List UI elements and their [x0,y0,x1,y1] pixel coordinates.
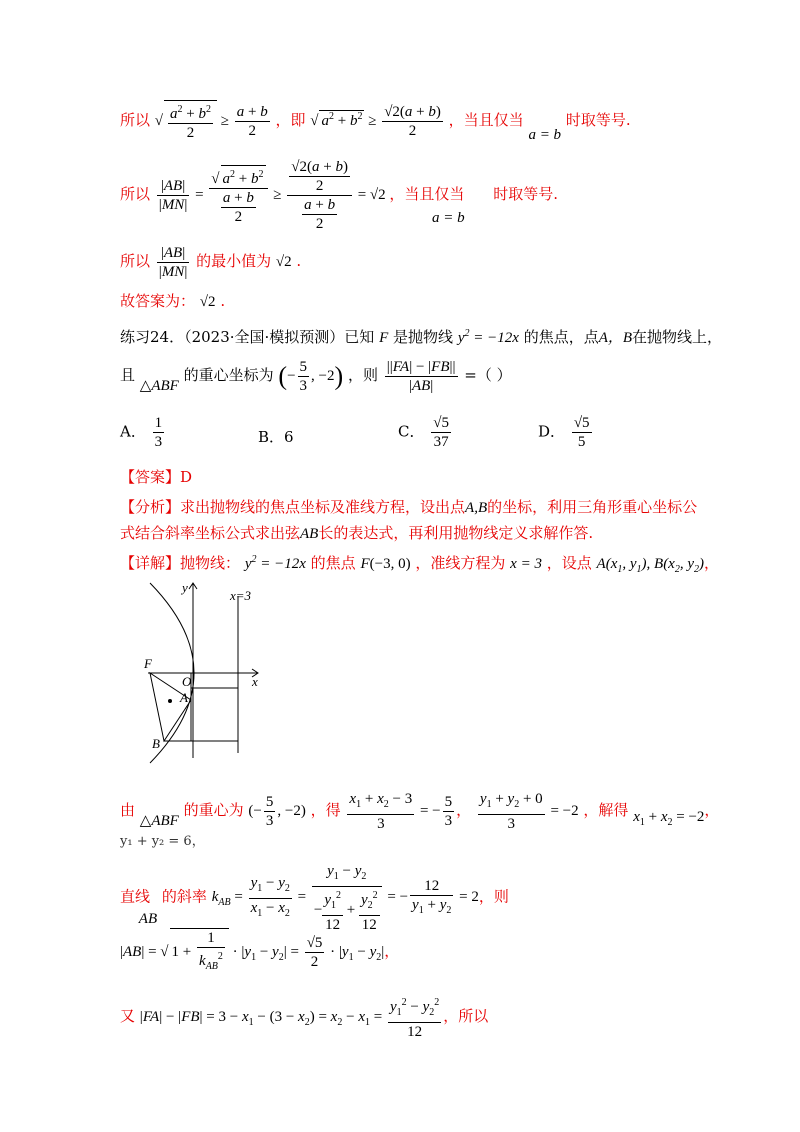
bottom-slope: $k_{AB}$ = $\frac{y_1 - y_2}{x_1 - x_2}$ = $y_1 - y_2$ − $\frac{y_1^2}{12}$ + $\frac{y_2^2}{12}$ = − $\frac{12}{y_1 + y_2}$ = 2 [211,863,479,933]
bottom-b3-prefix: 直线 [120,887,151,906]
bottom-b5-end: ，所以 [443,1006,489,1025]
analysis-points: A,B [465,500,488,516]
option-c-label: C． [398,422,425,441]
line-3-mid: 的最小值为 [196,251,272,270]
detail-focus: F(−3, 0) [360,556,411,572]
option-c-value: $\frac{√5}{37}$ [433,415,449,450]
analysis-text2c: 长的表达式，再利用抛物线定义求解作答. [318,524,594,542]
line-2-formula: $\frac{|AB|}{|MN|}$ = $\frac{√ a^2 + b^2}{\frac{a + b}{2}}$ ≥ $\frac{\frac{√2(a + b)}{2}}{\frac{a + b}{2}}$ = √2 [158,159,390,232]
line-2-eq: a = b [432,210,465,226]
problem-head2: 是抛物线 [393,328,454,346]
bottom-b1-mid: 的重心为 [183,800,244,819]
bottom-b3-ab: AB [138,911,158,928]
detail-label: 【详解】 [120,554,181,572]
option-d-label: D． [538,422,566,441]
line-3-prefix: 所以 [120,251,151,270]
option-d[interactable] [538,414,594,451]
problem-line2a: 且 [120,365,136,384]
line-4-prefix: 故答案为： [120,292,196,310]
bottom-line-4 [120,928,399,976]
point-b-label: B [152,736,160,751]
problem-line2d: =（ ） [464,365,512,384]
bottom-b3-mid: 的斜率 [161,887,207,906]
centroid-dot [168,699,172,703]
option-d-value: $\frac{√5}{5}$ [573,415,590,450]
analysis-line-1 [120,496,697,517]
bottom-b1-end: ， [704,800,720,819]
bottom-eq2: $\frac{y_1 + y_2 + 0}{3}$ = −2 [479,791,579,832]
problem-F: F [379,330,389,346]
detail-t1: 抛物线： [180,554,241,572]
analysis-label: 【分析】 [120,498,181,516]
line-1-end: 时取等号. [565,110,631,129]
line-4 [120,290,225,311]
option-b[interactable] [258,426,294,447]
line-3-end: . [296,251,302,270]
answer-value: D [180,468,193,486]
parabola-figure [140,578,275,768]
problem-head3: 的焦点，点 [523,328,599,346]
bottom-line-5 [120,994,488,1041]
line-3-value: √2 [275,253,292,270]
line-3-formula: $\frac{|AB|}{|MN|}$ [158,245,188,280]
focus-label: F [144,656,152,671]
answer-line [120,466,192,487]
bottom-b1-prefix: 由 [120,800,136,819]
line-2-end: 时取等号. [493,184,558,203]
problem-ratio: $\frac{||FA| - |FB||}{|AB|}$ [386,359,456,394]
problem-points: A，B [598,330,633,346]
bottom-line-2 [120,830,205,849]
analysis-line-2 [120,522,593,543]
problem-head4: 在抛物线上， [632,328,723,346]
analysis-text1c: 的坐标，利用三角形重心坐标公 [487,498,698,516]
detail-line: 【详解】抛物线： $y^2 = -12x$ 的焦点 F(−3, 0) ，准线方程为 x = 3 ，设点 $A(x_1$, $y_1$), $B(x_2$, $y_2$)， [120,554,720,575]
line-1-formula-a: √ $\frac{a^2 + b^2}{2}$ ≥ $\frac{a + b}{2}$ [155,113,276,129]
detail-t4: ，设点 [546,554,592,572]
line-2-cond: ，当且仅当 [389,184,465,203]
problem-line2b: 的重心坐标为 [183,365,274,384]
option-c[interactable] [398,414,453,451]
line-2 [120,158,558,233]
bottom-chord-length: |AB| = √ 1 + $\frac{1}{k_{AB}^2}$ · $|y_1 - y_2|$ = $\frac{√5}{2}$ · $|y_1 - y_2|$ [120,944,384,960]
origin-label: O [182,674,192,689]
directrix-label: x=3 [230,588,252,603]
line-1-mid: ，即 [275,110,306,129]
analysis-text1a: 求出抛物线的焦点坐标及准线方程，设出点 [180,498,466,516]
line-2-prefix: 所以 [120,184,151,203]
bottom-line-3 [120,862,509,934]
bottom-sum: $x_1 + x_2 = -2$ [633,808,705,828]
point-a-label: A [180,690,188,705]
bottom-centroid: (− $\frac{5}{3}$ , −2) [248,794,306,829]
line-4-value: √2 [199,294,216,310]
analysis-chord: AB [300,526,319,542]
line-4-end: . [220,292,226,310]
y-axis-label: y [182,580,188,595]
option-a[interactable] [120,414,166,451]
detail-directrix: x = 3 [510,556,542,572]
option-a-value: $\frac{1}{3}$ [154,415,163,450]
option-b-label: B．6 [258,428,294,446]
bottom-eq1: $\frac{x_1 + x_2 - 3}{3}$ = − $\frac{5}{3}$ [349,791,453,832]
analysis-text2a: 式结合斜率坐标公式求出弦 [120,524,301,542]
detail-parabola: $y^2 = -12x$ [244,554,306,572]
line-1 [120,100,631,142]
detail-t2: 的焦点 [310,554,356,572]
bottom-b1-comma: ，得 [310,800,341,819]
bottom-b2: y₁ + y₂ = 6， [120,834,205,849]
option-a-label: A． [120,422,146,441]
line-1-eq: a = b [528,126,562,143]
problem-line-1 [120,326,722,347]
x-axis-label: x [252,674,258,689]
bottom-b5-prefix: 又 [120,1006,136,1025]
line-3 [120,244,301,281]
detail-points: $A(x_1$, $y_1$), $B(x_2$, $y_2$) [596,556,705,575]
answer-label: 【答案】 [120,468,181,486]
bottom-diff: $|FA| - |FB| = 3 - x_1 - (3 - x_2) = x_2 - x_1$ = $\frac{y_1^2 - y_2^2}{12}$ [140,1009,443,1025]
line-1-cond: ，当且仅当 [448,110,524,129]
bottom-line-1: 由 △ABF 的重心为 (− $\frac{5}{3}$ , −2) ，得 $\frac{x_1 + x_2 - 3}{3}$ = − $\frac{5}{3}$ ， $\frac{y_1 + y_2 + 0}{3}$ = −2 ，解得 $x_1 + x_2 = -2$， [120,791,720,832]
problem-line2c: ，则 [347,365,378,384]
problem-parabola: $y^2 = -12x$ [457,328,519,346]
line-1-prefix: 所以 [120,110,151,129]
problem-centroid: (− $\frac{5}{3}$ , −2) [278,359,344,394]
line-1-formula-b: √ $a^2 + b^2$ ≥ $\frac{√2(a + b)}{2}$ [310,104,441,139]
bottom-b1-solve: ，解得 [583,800,629,819]
problem-triangle: △ABF [139,377,179,394]
problem-line-2 [120,358,512,395]
bottom-b1-tri: △ABF [139,812,179,829]
bottom-b3-end: ，则 [478,887,509,906]
bottom-b4-end: ， [384,941,400,960]
detail-t3: ，准线方程为 [415,554,506,572]
problem-head: 练习24．（2023·全国·模拟预测）已知 [120,328,375,346]
